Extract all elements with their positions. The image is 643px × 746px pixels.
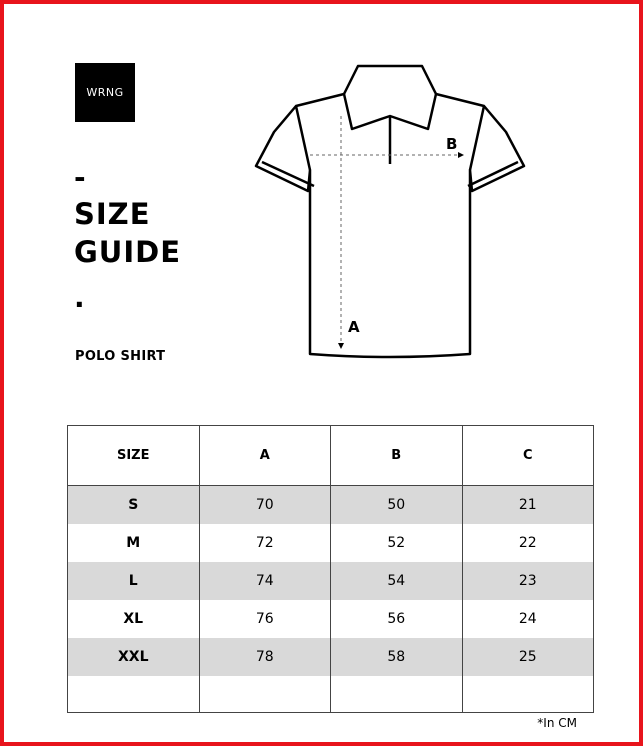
- table-cell: 76: [199, 600, 331, 638]
- measure-label-b: B: [446, 135, 458, 153]
- table-row: [68, 600, 594, 638]
- table-cell: 25: [462, 638, 594, 676]
- table-cell: 74: [199, 562, 331, 600]
- arrow-b-icon: [458, 152, 464, 158]
- table-cell: 78: [199, 638, 331, 676]
- header-b: B: [331, 426, 463, 486]
- table-cell: [68, 676, 200, 713]
- table-cell: 72: [199, 524, 331, 562]
- table-cell: XL: [68, 600, 200, 638]
- table-row: [68, 486, 594, 525]
- table-row: [68, 562, 594, 600]
- table-cell: 23: [462, 562, 594, 600]
- product-name: POLO SHIRT: [75, 349, 166, 364]
- table-cell: 21: [462, 486, 594, 525]
- table-cell: 24: [462, 600, 594, 638]
- table-cell: [462, 676, 594, 713]
- table-cell: XXL: [68, 638, 200, 676]
- heading-dash: -: [74, 161, 86, 194]
- table-cell: M: [68, 524, 200, 562]
- page-title-line1: SIZE: [74, 197, 151, 231]
- page-title-line2: GUIDE: [74, 235, 182, 269]
- table-cell: 22: [462, 524, 594, 562]
- table-cell: 56: [331, 600, 463, 638]
- table-cell: [331, 676, 463, 713]
- header-size: SIZE: [68, 426, 200, 486]
- table-cell: 70: [199, 486, 331, 525]
- shirt-outline: [256, 66, 524, 357]
- measure-label-a: A: [348, 318, 360, 336]
- table-cell: L: [68, 562, 200, 600]
- arrow-a-icon: [338, 343, 344, 349]
- size-table: [67, 425, 594, 713]
- table-row: [68, 676, 594, 713]
- table-cell: 52: [331, 524, 463, 562]
- brand-logo: [75, 63, 135, 122]
- unit-note: *In CM: [537, 716, 577, 730]
- measure-lines: [310, 116, 461, 346]
- table-row: [68, 524, 594, 562]
- table-cell: 58: [331, 638, 463, 676]
- table-cell: 50: [331, 486, 463, 525]
- table-header-row: [68, 426, 594, 486]
- brand-logo-text: WRNG: [86, 86, 124, 99]
- header-a: A: [199, 426, 331, 486]
- heading-dot: .: [74, 281, 85, 314]
- table-cell: [199, 676, 331, 713]
- table-cell: S: [68, 486, 200, 525]
- header-c: C: [462, 426, 594, 486]
- table-row: [68, 638, 594, 676]
- polo-shirt-diagram: [244, 54, 544, 364]
- table-cell: 54: [331, 562, 463, 600]
